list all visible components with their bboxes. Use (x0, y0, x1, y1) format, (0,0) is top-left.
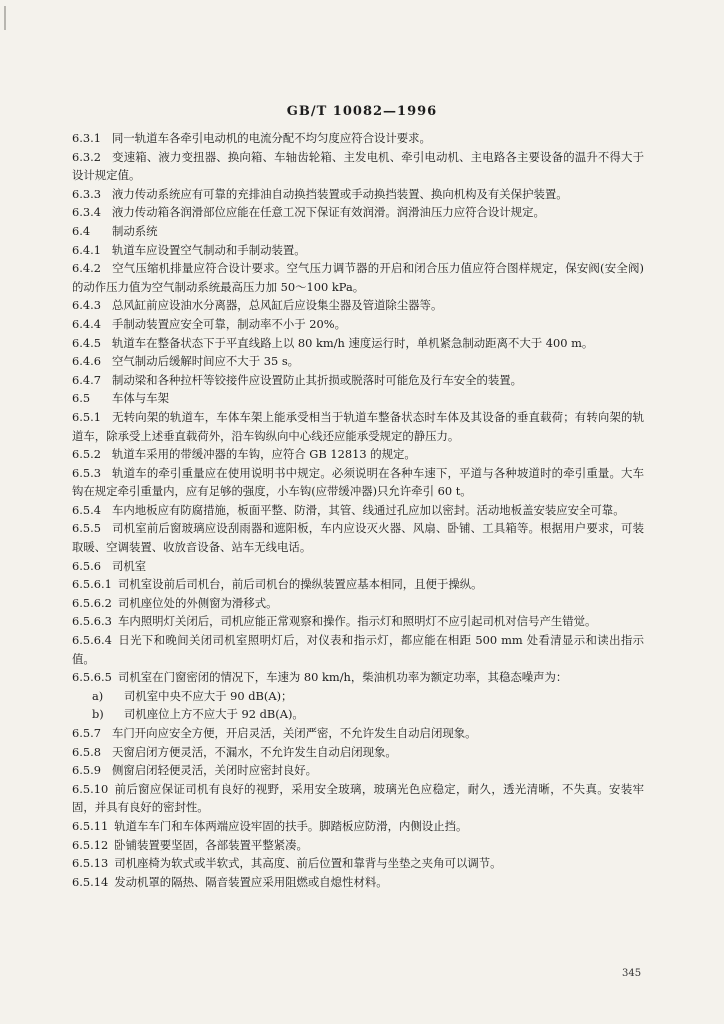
clause-paragraph (72, 780, 644, 817)
clause-text: 空气压缩机排量应符合设计要求。空气压力调节器的开启和闭合压力值应符合图样规定，保安阀(安全阀)的动作压力值为空气制动系统最高压力加 50～100 kPa。 (72, 261, 644, 294)
clause-number: 6.5.6.3 (72, 614, 112, 629)
clause-paragraph (72, 371, 644, 390)
clause-text: 车体与车架 (112, 391, 169, 406)
clause-text: 制动梁和各种拉杆等铰接件应设置防止其折损或脱落时可能危及行车安全的装置。 (112, 372, 523, 387)
clause-text: 轨道车的牵引重量应在使用说明书中规定。必须说明在各种车速下，平道与各种坡道时的牵引重量。大车钩在规定牵引重量内，应有足够的强度，小车钩(应带缓冲器)只允许牵引 60 t。 (72, 465, 644, 499)
clause-paragraph (72, 445, 644, 464)
clause-text: 卧铺装置要坚固，各部装置平整紧凑。 (114, 837, 308, 852)
clause-paragraph (72, 557, 644, 576)
clause-paragraph (72, 185, 644, 204)
scan-edge-mark (4, 6, 24, 30)
clause-paragraph (72, 873, 644, 892)
clause-text: 轨道车采用的带缓冲器的车钩，应符合 GB 12813 的规定。 (112, 447, 416, 462)
clause-number: 6.5.8 (72, 744, 101, 759)
clause-text: 司机室设前后司机台，前后司机台的操纵装置应基本相同，且便于操纵。 (118, 577, 483, 592)
clause-number: 6.3.3 (72, 186, 101, 201)
clause-number: 6.5 (72, 391, 91, 406)
clause-number: 6.4.2 (72, 261, 101, 276)
clause-number: 6.5.11 (72, 818, 109, 833)
clause-text: 轨道车在整备状态下于平直线路上以 80 km/h 速度运行时，单机紧急制动距离不大于 400 m。 (112, 335, 594, 350)
clause-text: 轨道车应设置空气制动和手制动装置。 (112, 242, 306, 257)
clause-number: 6.3.1 (72, 131, 101, 145)
clause-paragraph (72, 761, 644, 780)
clause-number: 6.5.9 (72, 763, 101, 778)
standard-header: GB/T 10082—1996 (286, 104, 438, 119)
clause-text: 发动机罩的隔热、隔音装置应采用阻燃或自熄性材料。 (114, 874, 388, 889)
clause-text: 侧窗启闭轻便灵活，关闭时应密封良好。 (112, 763, 318, 778)
clause-number: 6.3.2 (72, 149, 101, 164)
clause-text: 轨道车车门和车体两端应设牢固的扶手。脚踏板应防滑，内侧设止挡。 (114, 818, 468, 833)
clause-number: 6.4.7 (72, 372, 101, 387)
clause-text: 总风缸前应设油水分离器，总风缸后应设集尘器及管道除尘器等。 (112, 298, 443, 313)
clause-number: 6.5.6 (72, 558, 101, 573)
clause-number: 6.4.3 (72, 298, 101, 313)
clause-paragraph (72, 612, 644, 631)
clause-number: 6.5.13 (72, 856, 109, 871)
clause-number: 6.4.4 (72, 316, 101, 331)
clause-paragraph (72, 389, 644, 408)
clause-text: 同一轨道车各牵引电动机的电流分配不均匀度应符合设计要求。 (112, 131, 431, 145)
clause-text: 液力传动系统应有可靠的充排油自动换挡装置或手动换挡装置、换向机构及有关保护装置。 (112, 186, 568, 201)
clause-text: 司机座位处的外侧窗为滑移式。 (118, 595, 278, 610)
clause-paragraph (72, 519, 644, 556)
clause-text: 车内地板应有防腐措施，板面平整、防滑，其管、线通过孔应加以密封。活动地板盖安装应安全可靠。 (112, 502, 625, 517)
clause-number: 6.5.10 (72, 781, 109, 796)
clause-text: 司机室 (112, 558, 147, 573)
clause-paragraph (72, 241, 644, 260)
clause-number: 6.5.1 (72, 409, 101, 424)
clause-number: 6.5.12 (72, 837, 109, 852)
clause-paragraph (72, 501, 644, 520)
clause-number: 6.5.7 (72, 726, 101, 740)
clause-paragraph (72, 259, 644, 296)
clause-text: 司机座位上方不应大于 92 dB(A)。 (124, 707, 304, 722)
clause-text: 日光下和晚间关闭司机室照明灯后，对仪表和指示灯，都应能在相距 500 mm 处看清显示和读出指示值。 (72, 633, 644, 666)
clause-paragraph (72, 464, 644, 501)
clause-number: 6.5.5 (72, 521, 101, 536)
clause-paragraph (72, 352, 644, 371)
clause-paragraph (72, 854, 644, 873)
clause-text: 变速箱、液力变扭器、换向箱、车轴齿轮箱、主发电机、牵引电动机、主电路各主要设备的温升不得大于设计规定值。 (72, 149, 644, 183)
clause-number: a) (92, 688, 104, 703)
clause-paragraph (72, 743, 644, 762)
clause-number: 6.4 (72, 223, 91, 238)
clause-text: 司机室中央不应大于 90 dB(A)； (124, 688, 293, 703)
clause-text: 空气制动后缓解时间应不大于 35 s。 (112, 354, 300, 369)
clause-number: 6.5.6.2 (72, 595, 112, 610)
clause-paragraph (72, 129, 644, 148)
clause-paragraph (72, 575, 644, 594)
clause-text: 司机室在门窗密闭的情况下，车速为 80 km/h，柴油机功率为额定功率，其稳态噪声为： (118, 670, 568, 685)
clause-number: 6.5.6.4 (72, 633, 112, 648)
clause-number: 6.4.5 (72, 335, 101, 350)
clause-number: 6.5.3 (72, 465, 101, 480)
clause-paragraph (72, 594, 644, 613)
clause-number: 6.4.1 (72, 242, 101, 257)
list-item (72, 705, 644, 724)
page-number: 345 (622, 968, 642, 979)
clause-number: 6.5.2 (72, 447, 101, 462)
clause-text: 液力传动箱各润滑部位应能在任意工况下保证有效润滑。润滑油压力应符合设计规定。 (112, 205, 545, 220)
clause-paragraph (72, 334, 644, 353)
clause-text: 天窗启闭方便灵活，不漏水，不允许发生自动启闭现象。 (112, 744, 397, 759)
clause-number: 6.4.6 (72, 354, 101, 369)
clause-paragraph (72, 668, 644, 687)
clause-paragraph (72, 315, 644, 334)
document-body (72, 129, 644, 891)
clause-number: 6.5.4 (72, 502, 101, 517)
clause-text: 车内照明灯关闭后，司机应能正常观察和操作。指示灯和照明灯不应引起司机对信号产生错觉。 (118, 614, 597, 629)
clause-text: 无转向架的轨道车，车体车架上能承受相当于轨道车整备状态时车体及其设备的垂直载荷；有转向架的轨道车，除承受上述垂直载荷外，沿车钩纵向中心线还应能承受规定的静压力。 (72, 409, 644, 443)
clause-text: 司机室前后窗玻璃应设刮雨器和遮阳板，车内应设灭火器、风扇、卧铺、工具箱等。根据用户要求，可装取暖、空调装置、收放音设备、站车无线电话。 (72, 521, 644, 555)
clause-text: 司机座椅为软式或半软式，其高度、前后位置和靠背与坐垫之夹角可以调节。 (114, 856, 502, 871)
clause-paragraph (72, 408, 644, 445)
clause-number: 6.5.6.1 (72, 577, 112, 592)
clause-number: 6.5.14 (72, 874, 109, 889)
clause-paragraph (72, 724, 644, 743)
clause-text: 制动系统 (112, 223, 158, 238)
clause-paragraph (72, 631, 644, 668)
clause-paragraph (72, 222, 644, 241)
clause-text: 手制动装置应安全可靠，制动率不小于 20%。 (112, 316, 346, 331)
list-item (72, 687, 644, 706)
clause-paragraph (72, 836, 644, 855)
clause-paragraph (72, 148, 644, 185)
clause-text: 前后窗应保证司机有良好的视野，采用安全玻璃，玻璃光色应稳定，耐久，透光清晰，不失真。安装牢固，并具有良好的密封性。 (72, 781, 644, 815)
clause-number: b) (92, 707, 104, 722)
clause-paragraph (72, 203, 644, 222)
clause-paragraph (72, 296, 644, 315)
clause-number: 6.3.4 (72, 205, 101, 220)
clause-paragraph (72, 817, 644, 836)
clause-number: 6.5.6.5 (72, 670, 112, 685)
clause-text: 车门开向应安全方便，开启灵活，关闭严密，不允许发生自动启闭现象。 (112, 726, 477, 740)
